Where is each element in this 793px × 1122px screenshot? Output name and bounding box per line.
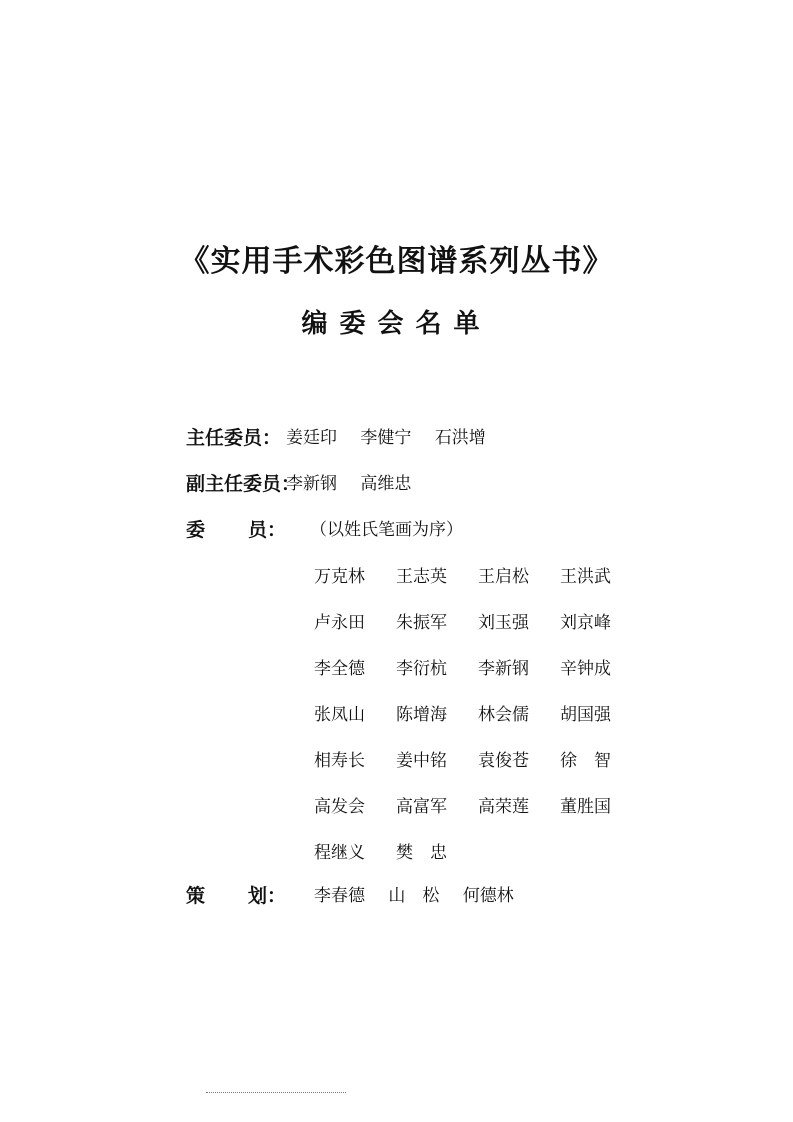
member-name: 董胜国 [560,797,611,817]
vice-chair-names [286,470,429,498]
members-names-grid [314,562,644,884]
member-name: 林会儒 [478,705,529,725]
member-name: 高富军 [396,797,447,817]
member-name: 袁俊苍 [478,751,529,771]
chair-name: 石洪增 [434,428,486,448]
member-name: 姜中铭 [396,751,447,771]
member-name: 王启松 [478,567,529,587]
members-names-row [314,746,644,792]
member-name: 李全德 [314,659,365,679]
member-name: 卢永田 [314,613,365,633]
planning-label [186,882,292,910]
planning-label-first: 策 [186,885,206,907]
planning-name: 何德林 [462,886,514,906]
member-name: 胡国强 [560,705,611,725]
member-name: 王洪武 [560,567,611,587]
member-name: 徐 智 [560,751,611,771]
member-name: 李衍杭 [396,659,447,679]
chair-name: 李健宁 [360,428,412,448]
member-name: 刘京峰 [560,613,611,633]
members-names-row [314,792,644,838]
member-name: 万克林 [314,567,365,587]
members-names-row [314,562,644,608]
member-name: 朱振军 [396,613,447,633]
members-names-row [314,608,644,654]
members-names-row [314,654,644,700]
list-title: 编委会名单 [301,309,492,339]
members-names-row [314,838,644,884]
member-name: 程继义 [314,843,365,863]
vice-chair-label: 副主任委员： [186,473,301,495]
planning-label-last: 划： [247,885,286,907]
members-names-row [314,700,644,746]
vice-chair-name: 高维忠 [360,474,412,494]
chair-name: 姜廷印 [286,428,337,448]
member-name: 张凤山 [314,705,365,725]
scan-artifact-divider [206,1092,346,1095]
members-label [186,516,292,544]
members-note: （以姓氏笔画为序） [310,520,463,540]
vice-chair-name: 李新钢 [286,474,337,494]
planning-names [314,882,532,910]
member-name: 高荣莲 [478,797,529,817]
series-title: 《实用手术彩色图谱系列丛书》 [179,244,614,279]
member-name: 刘玉强 [478,613,529,633]
chair-label: 主任委员： [186,427,282,449]
member-name: 李新钢 [478,659,529,679]
member-name: 王志英 [396,567,447,587]
members-label-last: 员： [247,519,286,541]
members-label-first: 委 [186,519,206,541]
member-name: 辛钟成 [560,659,611,679]
chair-names [286,424,504,452]
member-name: 相寿长 [314,751,365,771]
planning-name: 山 松 [388,886,440,906]
member-name: 陈增海 [396,705,447,725]
planning-name: 李春德 [314,886,365,906]
member-name: 高发会 [314,797,365,817]
member-name: 樊 忠 [396,843,447,863]
